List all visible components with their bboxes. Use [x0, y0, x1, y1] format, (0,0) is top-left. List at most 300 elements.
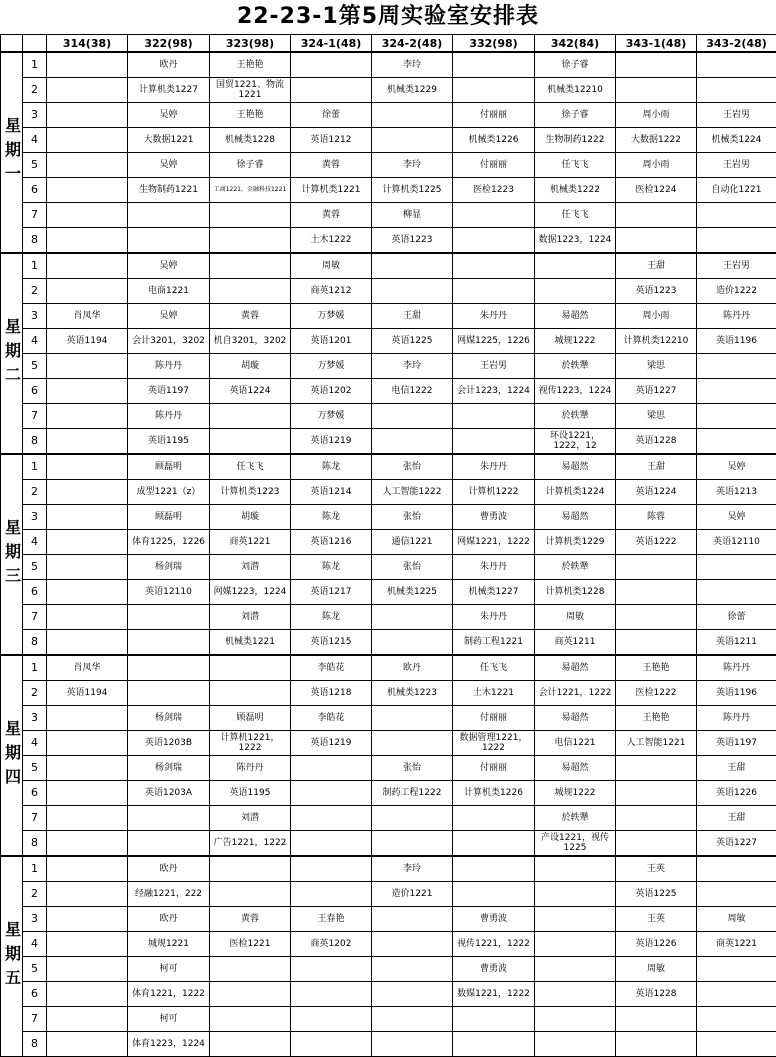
teacher-cell: 陈丹丹	[128, 404, 210, 429]
teacher-cell: 杨剑瑞	[128, 756, 210, 781]
class-cell: 造价1222	[697, 279, 776, 304]
teacher-cell: 周敏	[697, 907, 776, 932]
day-label: 星期五	[1, 856, 23, 1057]
class-cell: 英语1219	[291, 731, 372, 756]
schedule-row	[1, 957, 776, 982]
class-cell	[291, 1032, 372, 1057]
class-cell	[453, 429, 535, 455]
class-cell: 机自3201，3202	[210, 329, 291, 354]
teacher-cell	[372, 907, 453, 932]
class-cell: 英语12110	[697, 530, 776, 555]
schedule-row	[1, 630, 776, 656]
period-number: 8	[23, 630, 47, 656]
period-header	[23, 35, 47, 53]
teacher-cell: 胡璇	[210, 505, 291, 530]
teacher-cell	[697, 1007, 776, 1032]
class-cell	[47, 831, 128, 857]
teacher-cell	[47, 52, 128, 78]
schedule-row	[1, 831, 776, 857]
class-cell: 数媒1221，1222	[453, 982, 535, 1007]
teacher-cell	[47, 354, 128, 379]
teacher-cell	[535, 957, 616, 982]
teacher-cell: 徐子睿	[210, 153, 291, 178]
day-label: 星期一	[1, 52, 23, 253]
teacher-cell: 陈丹丹	[128, 354, 210, 379]
teacher-cell: 吴婷	[128, 253, 210, 279]
class-cell: 计算机类1224	[535, 480, 616, 505]
teacher-cell	[372, 253, 453, 279]
teacher-cell: 易超然	[535, 706, 616, 731]
teacher-cell: 欧丹	[128, 907, 210, 932]
teacher-cell	[47, 203, 128, 228]
class-cell: 网媒1225，1226	[453, 329, 535, 354]
class-cell: 英语1195	[210, 781, 291, 806]
room-header: 323(98)	[210, 35, 291, 53]
class-cell	[697, 982, 776, 1007]
class-cell: 英语1195	[128, 429, 210, 455]
teacher-cell	[47, 907, 128, 932]
teacher-cell: 肖凤华	[47, 304, 128, 329]
class-cell	[616, 78, 697, 103]
teacher-cell	[128, 605, 210, 630]
class-cell: 英语1227	[616, 379, 697, 404]
teacher-cell	[47, 505, 128, 530]
class-cell	[535, 1032, 616, 1057]
teacher-cell: 曹勇波	[453, 957, 535, 982]
class-cell: 计算机类1225	[372, 178, 453, 203]
teacher-cell: 任飞飞	[210, 454, 291, 480]
schedule-row	[1, 253, 776, 279]
corner-cell	[1, 35, 23, 53]
teacher-cell	[697, 957, 776, 982]
teacher-cell: 曹勇波	[453, 907, 535, 932]
header-row	[1, 35, 776, 53]
period-number: 3	[23, 706, 47, 731]
class-cell: 机械类1221	[210, 630, 291, 656]
class-cell	[47, 78, 128, 103]
teacher-cell: 胡璇	[210, 354, 291, 379]
teacher-cell: 周敏	[616, 957, 697, 982]
class-cell: 商英1202	[291, 932, 372, 957]
teacher-cell	[372, 103, 453, 128]
schedule-row	[1, 806, 776, 831]
class-cell: 机械类1225	[372, 580, 453, 605]
teacher-cell	[697, 354, 776, 379]
teacher-cell: 顾磊明	[128, 505, 210, 530]
class-cell: 大数据1222	[616, 128, 697, 153]
class-cell	[47, 1032, 128, 1057]
teacher-cell	[697, 555, 776, 580]
teacher-cell: 王岩男	[697, 253, 776, 279]
teacher-cell	[210, 253, 291, 279]
class-cell: 土木1222	[291, 228, 372, 254]
teacher-cell: 任飞飞	[535, 153, 616, 178]
teacher-cell	[47, 806, 128, 831]
teacher-cell: 王甜	[372, 304, 453, 329]
teacher-cell: 王艳艳	[210, 52, 291, 78]
teacher-cell	[47, 253, 128, 279]
class-cell: 英语1203A	[128, 781, 210, 806]
class-cell: 成型1221（z）	[128, 480, 210, 505]
class-cell	[47, 982, 128, 1007]
teacher-cell	[453, 806, 535, 831]
teacher-cell: 张怡	[372, 454, 453, 480]
class-cell: 机械类1226	[453, 128, 535, 153]
room-header: 322(98)	[128, 35, 210, 53]
class-cell: 英语1197	[128, 379, 210, 404]
teacher-cell	[453, 52, 535, 78]
teacher-cell: 陈蓉	[616, 505, 697, 530]
class-cell: 视传1221，1222	[453, 932, 535, 957]
class-cell	[372, 128, 453, 153]
class-cell	[453, 831, 535, 857]
teacher-cell	[291, 756, 372, 781]
class-cell: 计算机1221，1222	[210, 731, 291, 756]
schedule-row	[1, 1007, 776, 1032]
class-cell	[453, 882, 535, 907]
class-cell	[210, 228, 291, 254]
teacher-cell: 王甜	[697, 806, 776, 831]
schedule-row	[1, 279, 776, 304]
teacher-cell	[47, 153, 128, 178]
class-cell	[697, 882, 776, 907]
class-cell: 医检1223	[453, 178, 535, 203]
class-cell: 城规1222	[535, 329, 616, 354]
teacher-cell: 黄蓉	[291, 153, 372, 178]
teacher-cell	[210, 404, 291, 429]
class-cell	[697, 78, 776, 103]
page-title: 22-23-1第5周实验室安排表	[0, 0, 776, 34]
period-number: 7	[23, 1007, 47, 1032]
schedule-row	[1, 655, 776, 681]
period-number: 3	[23, 103, 47, 128]
class-cell: 计算机类1226	[453, 781, 535, 806]
teacher-cell	[616, 806, 697, 831]
period-number: 5	[23, 957, 47, 982]
schedule-row	[1, 153, 776, 178]
teacher-cell	[453, 1007, 535, 1032]
teacher-cell	[453, 404, 535, 429]
class-cell: 计算机类12210	[616, 329, 697, 354]
teacher-cell: 李玲	[372, 153, 453, 178]
teacher-cell: 周小雨	[616, 103, 697, 128]
class-cell: 商英1211	[535, 630, 616, 656]
teacher-cell: 陈龙	[291, 555, 372, 580]
period-number: 7	[23, 203, 47, 228]
room-header: 324-1(48)	[291, 35, 372, 53]
schedule-row	[1, 454, 776, 480]
teacher-cell	[47, 957, 128, 982]
teacher-cell: 黄蓉	[291, 203, 372, 228]
class-cell: 经融1221，222	[128, 882, 210, 907]
class-cell	[47, 128, 128, 153]
teacher-cell: 陈龙	[291, 454, 372, 480]
schedule-row	[1, 555, 776, 580]
class-cell: 英语1196	[697, 681, 776, 706]
schedule-row	[1, 103, 776, 128]
class-cell: 网媒1223，1224	[210, 580, 291, 605]
period-number: 1	[23, 253, 47, 279]
teacher-cell: 王岩男	[697, 103, 776, 128]
period-number: 7	[23, 605, 47, 630]
class-cell: 英语1197	[697, 731, 776, 756]
class-cell: 视传1223，1224	[535, 379, 616, 404]
class-cell: 机械类1229	[372, 78, 453, 103]
teacher-cell	[128, 655, 210, 681]
teacher-cell: 王艳艳	[616, 706, 697, 731]
teacher-cell: 朱丹丹	[453, 454, 535, 480]
class-cell	[47, 279, 128, 304]
schedule-row	[1, 178, 776, 203]
class-cell	[47, 882, 128, 907]
period-number: 6	[23, 178, 47, 203]
teacher-cell: 吴婷	[697, 454, 776, 480]
class-cell: 商英1221	[210, 530, 291, 555]
class-cell: 英语1226	[697, 781, 776, 806]
class-cell: 造价1221	[372, 882, 453, 907]
class-cell: 通信1221	[372, 530, 453, 555]
class-cell: 英语1194	[47, 681, 128, 706]
class-cell	[291, 831, 372, 857]
teacher-cell: 王春艳	[291, 907, 372, 932]
class-cell	[291, 982, 372, 1007]
teacher-cell: 易超然	[535, 454, 616, 480]
class-cell	[47, 630, 128, 656]
class-cell	[47, 480, 128, 505]
class-cell	[453, 78, 535, 103]
teacher-cell: 杨剑瑞	[128, 555, 210, 580]
teacher-cell: 刘潜	[210, 806, 291, 831]
period-number: 7	[23, 404, 47, 429]
teacher-cell	[291, 52, 372, 78]
teacher-cell: 易超然	[535, 655, 616, 681]
teacher-cell	[616, 1007, 697, 1032]
teacher-cell	[47, 103, 128, 128]
teacher-cell: 欧丹	[128, 52, 210, 78]
schedule-row	[1, 228, 776, 254]
class-cell: 计算机类1223	[210, 480, 291, 505]
day-label: 星期三	[1, 454, 23, 655]
teacher-cell: 付丽丽	[453, 153, 535, 178]
schedule-row	[1, 982, 776, 1007]
period-number: 2	[23, 882, 47, 907]
class-cell	[616, 1032, 697, 1057]
schedule-row	[1, 52, 776, 78]
teacher-cell	[697, 52, 776, 78]
class-cell: 英语1215	[291, 630, 372, 656]
class-cell: 英语1224	[210, 379, 291, 404]
class-cell: 英语1196	[697, 329, 776, 354]
teacher-cell: 柳显	[372, 203, 453, 228]
teacher-cell: 梁思	[616, 354, 697, 379]
teacher-cell: 吴婷	[697, 505, 776, 530]
class-cell: 计算机类1227	[128, 78, 210, 103]
schedule-row	[1, 756, 776, 781]
class-cell: 制药工程1221	[453, 630, 535, 656]
class-cell	[47, 781, 128, 806]
class-cell	[47, 178, 128, 203]
teacher-cell	[535, 907, 616, 932]
teacher-cell: 欧丹	[128, 856, 210, 882]
teacher-cell: 周敏	[535, 605, 616, 630]
class-cell: 土木1221	[453, 681, 535, 706]
period-number: 8	[23, 228, 47, 254]
period-number: 5	[23, 555, 47, 580]
teacher-cell: 王甜	[616, 454, 697, 480]
period-number: 6	[23, 379, 47, 404]
class-cell: 数据1223，1224	[535, 228, 616, 254]
period-number: 2	[23, 78, 47, 103]
teacher-cell	[372, 957, 453, 982]
class-cell	[372, 1032, 453, 1057]
room-header: 314(38)	[47, 35, 128, 53]
class-cell: 机械类1227	[453, 580, 535, 605]
period-number: 3	[23, 304, 47, 329]
teacher-cell: 於轶犟	[535, 555, 616, 580]
class-cell: 商英1212	[291, 279, 372, 304]
period-number: 2	[23, 480, 47, 505]
teacher-cell: 万梦媛	[291, 354, 372, 379]
class-cell	[453, 1032, 535, 1057]
teacher-cell: 任飞飞	[535, 203, 616, 228]
period-number: 5	[23, 153, 47, 178]
teacher-cell	[535, 1007, 616, 1032]
class-cell: 电信1221	[535, 731, 616, 756]
period-number: 1	[23, 52, 47, 78]
teacher-cell: 杨剑瑞	[128, 706, 210, 731]
class-cell	[47, 932, 128, 957]
class-cell	[535, 932, 616, 957]
teacher-cell: 任飞飞	[453, 655, 535, 681]
class-cell: 英语1219	[291, 429, 372, 455]
class-cell: 英语12110	[128, 580, 210, 605]
class-cell	[210, 1032, 291, 1057]
teacher-cell	[372, 404, 453, 429]
teacher-cell: 徐蕾	[291, 103, 372, 128]
teacher-cell	[47, 605, 128, 630]
teacher-cell	[210, 1007, 291, 1032]
class-cell	[453, 228, 535, 254]
teacher-cell: 易超然	[535, 756, 616, 781]
class-cell	[372, 279, 453, 304]
class-cell	[47, 429, 128, 455]
class-cell: 计算机类1228	[535, 580, 616, 605]
class-cell: 英语1226	[616, 932, 697, 957]
teacher-cell	[210, 856, 291, 882]
class-cell: 英语1224	[616, 480, 697, 505]
class-cell	[535, 882, 616, 907]
schedule-row	[1, 882, 776, 907]
period-number: 8	[23, 1032, 47, 1057]
class-cell: 英语1223	[372, 228, 453, 254]
teacher-cell: 於轶犟	[535, 404, 616, 429]
period-number: 6	[23, 982, 47, 1007]
teacher-cell: 付丽丽	[453, 706, 535, 731]
teacher-cell	[535, 253, 616, 279]
class-cell: 环设1221，1222，12	[535, 429, 616, 455]
class-cell: 英语1216	[291, 530, 372, 555]
class-cell	[535, 279, 616, 304]
teacher-cell	[372, 706, 453, 731]
teacher-cell: 刘潜	[210, 605, 291, 630]
class-cell	[291, 781, 372, 806]
teacher-cell: 徐蕾	[697, 605, 776, 630]
teacher-cell	[372, 1007, 453, 1032]
teacher-cell: 陈丹丹	[697, 655, 776, 681]
teacher-cell: 李玲	[372, 354, 453, 379]
class-cell: 机械类12210	[535, 78, 616, 103]
class-cell	[291, 882, 372, 907]
class-cell: 人工智能1222	[372, 480, 453, 505]
period-number: 8	[23, 831, 47, 857]
class-cell: 英语1212	[291, 128, 372, 153]
room-header: 332(98)	[453, 35, 535, 53]
teacher-cell	[210, 957, 291, 982]
class-cell: 人工智能1221	[616, 731, 697, 756]
class-cell: 会计1221，1222	[535, 681, 616, 706]
teacher-cell	[453, 253, 535, 279]
teacher-cell	[453, 203, 535, 228]
class-cell	[47, 530, 128, 555]
class-cell	[697, 228, 776, 254]
class-cell: 英语1223	[616, 279, 697, 304]
schedule-row	[1, 681, 776, 706]
room-header: 324-2(48)	[372, 35, 453, 53]
teacher-cell: 於轶犟	[535, 354, 616, 379]
class-cell: 英语1228	[616, 429, 697, 455]
teacher-cell: 张怡	[372, 505, 453, 530]
period-number: 7	[23, 806, 47, 831]
schedule-row	[1, 932, 776, 957]
schedule-row	[1, 1032, 776, 1057]
teacher-cell	[616, 555, 697, 580]
teacher-cell	[697, 856, 776, 882]
class-cell	[128, 228, 210, 254]
schedule-row	[1, 605, 776, 630]
period-number: 4	[23, 329, 47, 354]
teacher-cell	[210, 655, 291, 681]
teacher-cell: 於轶犟	[535, 806, 616, 831]
schedule-row	[1, 907, 776, 932]
period-number: 2	[23, 279, 47, 304]
teacher-cell: 陈丹丹	[697, 304, 776, 329]
class-cell: 英语1227	[697, 831, 776, 857]
day-label: 星期四	[1, 655, 23, 856]
schedule-row	[1, 304, 776, 329]
teacher-cell	[616, 203, 697, 228]
class-cell	[616, 831, 697, 857]
class-cell	[372, 630, 453, 656]
room-header: 343-1(48)	[616, 35, 697, 53]
teacher-cell: 黄蓉	[210, 907, 291, 932]
class-cell: 产设1221，视传1225	[535, 831, 616, 857]
teacher-cell: 陈丹丹	[210, 756, 291, 781]
teacher-cell	[372, 806, 453, 831]
class-cell	[210, 882, 291, 907]
schedule-row	[1, 379, 776, 404]
period-number: 4	[23, 128, 47, 153]
teacher-cell: 吴婷	[128, 103, 210, 128]
class-cell: 城规1221	[128, 932, 210, 957]
class-cell	[128, 681, 210, 706]
room-header: 342(84)	[535, 35, 616, 53]
class-cell: 数据管理1221，1222	[453, 731, 535, 756]
teacher-cell: 徐子睿	[535, 103, 616, 128]
class-cell: 英语1225	[372, 329, 453, 354]
teacher-cell: 付丽丽	[453, 103, 535, 128]
class-cell: 机械类1223	[372, 681, 453, 706]
class-cell: 英语1211	[697, 630, 776, 656]
